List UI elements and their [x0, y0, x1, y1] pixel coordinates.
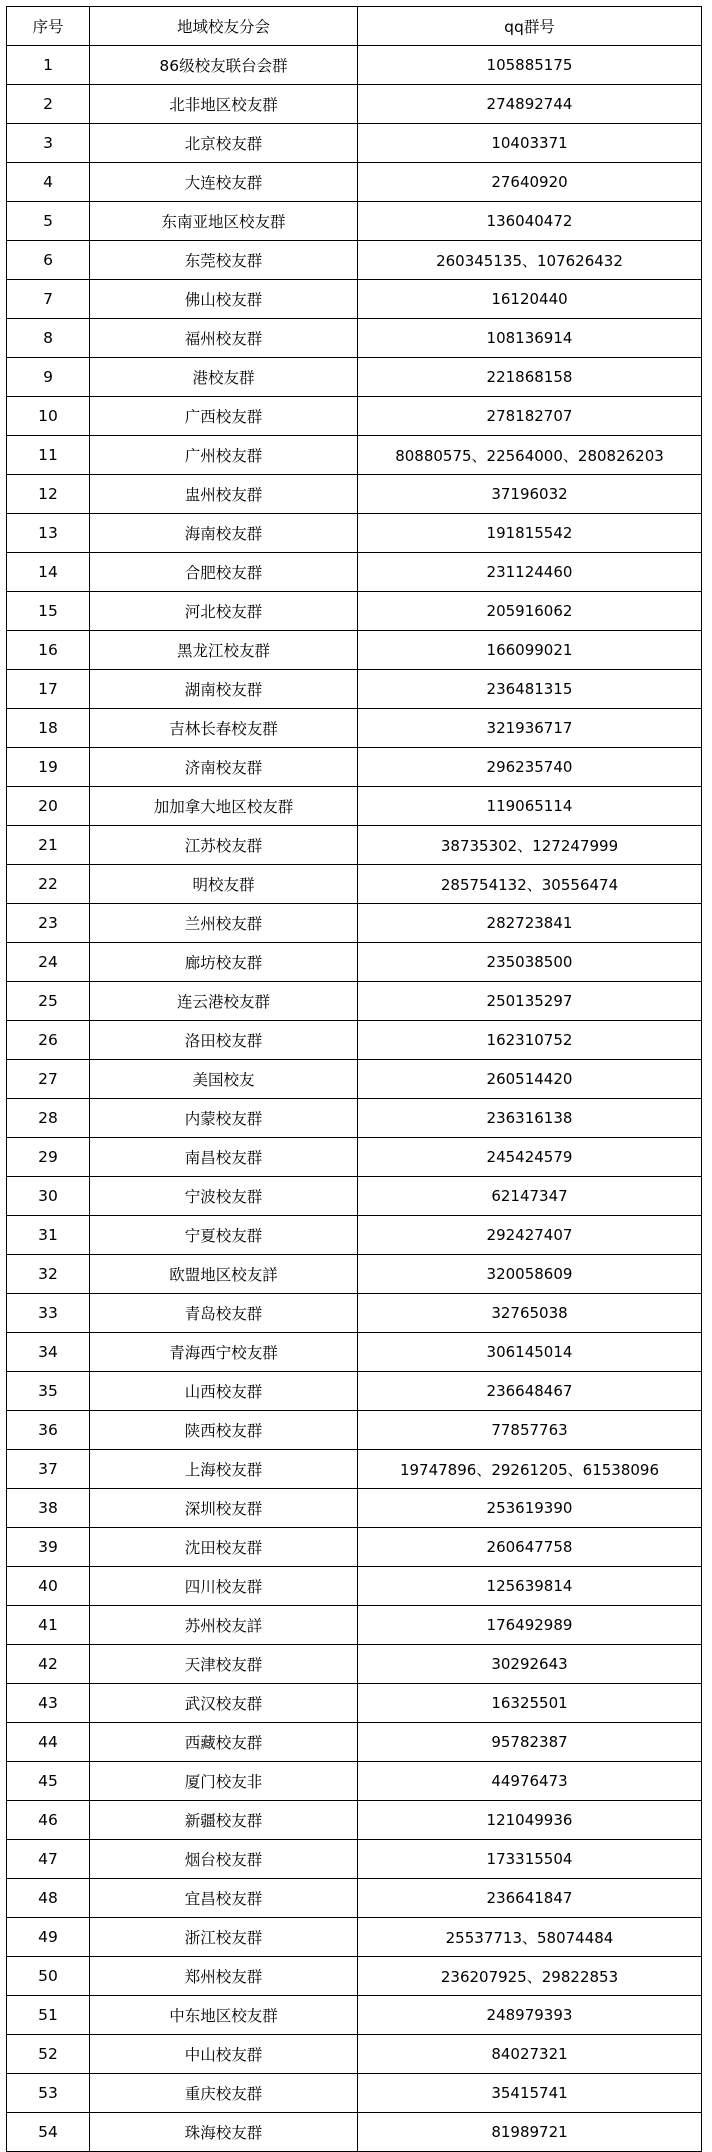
row-qq-cell: 274892744 — [358, 85, 702, 124]
row-index-cell: 15 — [7, 592, 90, 631]
row-index-cell: 34 — [7, 1333, 90, 1372]
row-qq-cell: 19747896、29261205、61538096 — [358, 1450, 702, 1489]
row-qq-cell: 176492989 — [358, 1606, 702, 1645]
table-row — [7, 1099, 702, 1138]
row-region-cell: 山西校友群 — [90, 1372, 358, 1411]
row-index-cell: 45 — [7, 1762, 90, 1801]
row-index-cell: 21 — [7, 826, 90, 865]
row-qq-cell: 162310752 — [358, 1021, 702, 1060]
row-index-cell: 25 — [7, 982, 90, 1021]
table-row — [7, 1216, 702, 1255]
row-qq-cell: 125639814 — [358, 1567, 702, 1606]
row-index-cell: 39 — [7, 1528, 90, 1567]
row-index-cell: 52 — [7, 2035, 90, 2074]
row-region-cell: 四川校友群 — [90, 1567, 358, 1606]
table-row — [7, 2113, 702, 2152]
row-region-cell: 廊坊校友群 — [90, 943, 358, 982]
table-row — [7, 124, 702, 163]
row-region-cell: 宁夏校友群 — [90, 1216, 358, 1255]
row-qq-cell: 306145014 — [358, 1333, 702, 1372]
row-region-cell: 明校友群 — [90, 865, 358, 904]
row-index-cell: 16 — [7, 631, 90, 670]
row-region-cell: 美国校友 — [90, 1060, 358, 1099]
row-qq-cell: 37196032 — [358, 475, 702, 514]
row-index-cell: 13 — [7, 514, 90, 553]
header-qq-number: qq群号 — [358, 7, 702, 46]
table-row — [7, 280, 702, 319]
row-region-cell: 重庆校友群 — [90, 2074, 358, 2113]
table-row — [7, 1879, 702, 1918]
row-qq-cell: 32765038 — [358, 1294, 702, 1333]
table-row — [7, 1294, 702, 1333]
row-region-cell: 盅州校友群 — [90, 475, 358, 514]
row-region-cell: 河北校友群 — [90, 592, 358, 631]
table-header-row — [7, 7, 702, 46]
table-row — [7, 709, 702, 748]
row-region-cell: 中山校友群 — [90, 2035, 358, 2074]
table-row — [7, 1996, 702, 2035]
row-qq-cell: 250135297 — [358, 982, 702, 1021]
row-region-cell: 珠海校友群 — [90, 2113, 358, 2152]
table-row — [7, 319, 702, 358]
table-row — [7, 1177, 702, 1216]
row-qq-cell: 25537713、58074484 — [358, 1918, 702, 1957]
table-row — [7, 1060, 702, 1099]
table-row — [7, 787, 702, 826]
row-index-cell: 14 — [7, 553, 90, 592]
row-index-cell: 8 — [7, 319, 90, 358]
row-qq-cell: 166099021 — [358, 631, 702, 670]
row-qq-cell: 321936717 — [358, 709, 702, 748]
row-index-cell: 19 — [7, 748, 90, 787]
row-index-cell: 47 — [7, 1840, 90, 1879]
row-qq-cell: 173315504 — [358, 1840, 702, 1879]
row-region-cell: 苏州校友詳 — [90, 1606, 358, 1645]
row-region-cell: 烟台校友群 — [90, 1840, 358, 1879]
table-row — [7, 1723, 702, 1762]
row-qq-cell: 260514420 — [358, 1060, 702, 1099]
row-index-cell: 41 — [7, 1606, 90, 1645]
row-index-cell: 10 — [7, 397, 90, 436]
row-qq-cell: 77857763 — [358, 1411, 702, 1450]
table-row — [7, 358, 702, 397]
row-index-cell: 51 — [7, 1996, 90, 2035]
table-row — [7, 865, 702, 904]
row-region-cell: 陕西校友群 — [90, 1411, 358, 1450]
row-qq-cell: 236316138 — [358, 1099, 702, 1138]
row-qq-cell: 44976473 — [358, 1762, 702, 1801]
table-row — [7, 163, 702, 202]
row-qq-cell: 38735302、127247999 — [358, 826, 702, 865]
row-index-cell: 27 — [7, 1060, 90, 1099]
row-qq-cell: 105885175 — [358, 46, 702, 85]
table-row — [7, 1333, 702, 1372]
row-region-cell: 广州校友群 — [90, 436, 358, 475]
row-region-cell: 上海校友群 — [90, 1450, 358, 1489]
row-qq-cell: 292427407 — [358, 1216, 702, 1255]
table-row — [7, 826, 702, 865]
row-index-cell: 35 — [7, 1372, 90, 1411]
row-region-cell: 湖南校友群 — [90, 670, 358, 709]
table-row — [7, 982, 702, 1021]
row-qq-cell: 16325501 — [358, 1684, 702, 1723]
row-region-cell: 86级校友联台会群 — [90, 46, 358, 85]
row-index-cell: 26 — [7, 1021, 90, 1060]
row-region-cell: 新疆校友群 — [90, 1801, 358, 1840]
row-region-cell: 江苏校友群 — [90, 826, 358, 865]
row-index-cell: 1 — [7, 46, 90, 85]
row-region-cell: 连云港校友群 — [90, 982, 358, 1021]
table-row — [7, 1840, 702, 1879]
row-region-cell: 南昌校友群 — [90, 1138, 358, 1177]
row-qq-cell: 121049936 — [358, 1801, 702, 1840]
row-index-cell: 36 — [7, 1411, 90, 1450]
table-row — [7, 631, 702, 670]
row-index-cell: 6 — [7, 241, 90, 280]
row-index-cell: 12 — [7, 475, 90, 514]
row-qq-cell: 235038500 — [358, 943, 702, 982]
row-index-cell: 38 — [7, 1489, 90, 1528]
row-region-cell: 宁波校友群 — [90, 1177, 358, 1216]
row-index-cell: 23 — [7, 904, 90, 943]
row-qq-cell: 236641847 — [358, 1879, 702, 1918]
row-index-cell: 42 — [7, 1645, 90, 1684]
table-row — [7, 1762, 702, 1801]
row-region-cell: 宜昌校友群 — [90, 1879, 358, 1918]
row-qq-cell: 236207925、29822853 — [358, 1957, 702, 1996]
row-qq-cell: 30292643 — [358, 1645, 702, 1684]
row-region-cell: 欧盟地区校友詳 — [90, 1255, 358, 1294]
row-index-cell: 22 — [7, 865, 90, 904]
row-qq-cell: 236481315 — [358, 670, 702, 709]
row-index-cell: 49 — [7, 1918, 90, 1957]
row-qq-cell: 10403371 — [358, 124, 702, 163]
row-index-cell: 2 — [7, 85, 90, 124]
table-row — [7, 1957, 702, 1996]
row-qq-cell: 278182707 — [358, 397, 702, 436]
row-index-cell: 46 — [7, 1801, 90, 1840]
row-qq-cell: 285754132、30556474 — [358, 865, 702, 904]
row-region-cell: 济南校友群 — [90, 748, 358, 787]
table-row — [7, 514, 702, 553]
row-region-cell: 西藏校友群 — [90, 1723, 358, 1762]
row-region-cell: 天津校友群 — [90, 1645, 358, 1684]
row-region-cell: 吉林长春校友群 — [90, 709, 358, 748]
table-row — [7, 436, 702, 475]
table-row — [7, 397, 702, 436]
row-qq-cell: 108136914 — [358, 319, 702, 358]
alumni-qq-group-table — [6, 6, 702, 2152]
table-row — [7, 46, 702, 85]
row-qq-cell: 221868158 — [358, 358, 702, 397]
row-index-cell: 24 — [7, 943, 90, 982]
row-index-cell: 31 — [7, 1216, 90, 1255]
row-region-cell: 东南亚地区校友群 — [90, 202, 358, 241]
row-qq-cell: 205916062 — [358, 592, 702, 631]
row-region-cell: 大连校友群 — [90, 163, 358, 202]
row-index-cell: 40 — [7, 1567, 90, 1606]
row-region-cell: 东莞校友群 — [90, 241, 358, 280]
row-index-cell: 18 — [7, 709, 90, 748]
row-region-cell: 广西校友群 — [90, 397, 358, 436]
row-region-cell: 内蒙校友群 — [90, 1099, 358, 1138]
row-index-cell: 4 — [7, 163, 90, 202]
row-qq-cell: 236648467 — [358, 1372, 702, 1411]
table-row — [7, 1606, 702, 1645]
row-region-cell: 浙江校友群 — [90, 1918, 358, 1957]
table-row — [7, 1138, 702, 1177]
row-index-cell: 50 — [7, 1957, 90, 1996]
row-qq-cell: 248979393 — [358, 1996, 702, 2035]
row-qq-cell: 81989721 — [358, 2113, 702, 2152]
row-index-cell: 37 — [7, 1450, 90, 1489]
row-region-cell: 黑龙江校友群 — [90, 631, 358, 670]
row-qq-cell: 260647758 — [358, 1528, 702, 1567]
row-qq-cell: 231124460 — [358, 553, 702, 592]
row-qq-cell: 296235740 — [358, 748, 702, 787]
table-row — [7, 241, 702, 280]
table-row — [7, 1411, 702, 1450]
table-row — [7, 202, 702, 241]
row-qq-cell: 95782387 — [358, 1723, 702, 1762]
row-index-cell: 20 — [7, 787, 90, 826]
row-qq-cell: 245424579 — [358, 1138, 702, 1177]
row-index-cell: 9 — [7, 358, 90, 397]
table-row — [7, 748, 702, 787]
row-region-cell: 加加拿大地区校友群 — [90, 787, 358, 826]
row-region-cell: 北京校友群 — [90, 124, 358, 163]
row-qq-cell: 260345135、107626432 — [358, 241, 702, 280]
row-region-cell: 兰州校友群 — [90, 904, 358, 943]
row-region-cell: 洛田校友群 — [90, 1021, 358, 1060]
row-index-cell: 7 — [7, 280, 90, 319]
row-region-cell: 深圳校友群 — [90, 1489, 358, 1528]
row-index-cell: 17 — [7, 670, 90, 709]
table-row — [7, 1489, 702, 1528]
table-row — [7, 85, 702, 124]
table-row — [7, 1645, 702, 1684]
header-region: 地域校友分会 — [90, 7, 358, 46]
table-row — [7, 1684, 702, 1723]
table-row — [7, 2074, 702, 2113]
table-row — [7, 475, 702, 514]
row-index-cell: 11 — [7, 436, 90, 475]
row-qq-cell: 119065114 — [358, 787, 702, 826]
table-row — [7, 592, 702, 631]
table-row — [7, 1450, 702, 1489]
table-row — [7, 670, 702, 709]
row-qq-cell: 282723841 — [358, 904, 702, 943]
row-index-cell: 53 — [7, 2074, 90, 2113]
table-row — [7, 1918, 702, 1957]
row-qq-cell: 320058609 — [358, 1255, 702, 1294]
row-index-cell: 32 — [7, 1255, 90, 1294]
table-row — [7, 2035, 702, 2074]
row-region-cell: 福州校友群 — [90, 319, 358, 358]
row-index-cell: 30 — [7, 1177, 90, 1216]
row-region-cell: 厦门校友非 — [90, 1762, 358, 1801]
table-row — [7, 1255, 702, 1294]
row-qq-cell: 62147347 — [358, 1177, 702, 1216]
table-row — [7, 553, 702, 592]
row-qq-cell: 35415741 — [358, 2074, 702, 2113]
table-row — [7, 1021, 702, 1060]
row-qq-cell: 253619390 — [358, 1489, 702, 1528]
row-region-cell: 合肥校友群 — [90, 553, 358, 592]
row-index-cell: 44 — [7, 1723, 90, 1762]
row-index-cell: 3 — [7, 124, 90, 163]
row-index-cell: 48 — [7, 1879, 90, 1918]
row-index-cell: 5 — [7, 202, 90, 241]
row-region-cell: 佛山校友群 — [90, 280, 358, 319]
row-region-cell: 北非地区校友群 — [90, 85, 358, 124]
row-qq-cell: 27640920 — [358, 163, 702, 202]
header-index: 序号 — [7, 7, 90, 46]
row-qq-cell: 80880575、22564000、280826203 — [358, 436, 702, 475]
table-row — [7, 1801, 702, 1840]
row-region-cell: 沈田校友群 — [90, 1528, 358, 1567]
row-region-cell: 武汉校友群 — [90, 1684, 358, 1723]
row-index-cell: 33 — [7, 1294, 90, 1333]
row-region-cell: 郑州校友群 — [90, 1957, 358, 1996]
row-index-cell: 43 — [7, 1684, 90, 1723]
row-region-cell: 港校友群 — [90, 358, 358, 397]
row-index-cell: 29 — [7, 1138, 90, 1177]
row-region-cell: 海南校友群 — [90, 514, 358, 553]
row-qq-cell: 84027321 — [358, 2035, 702, 2074]
table-row — [7, 1372, 702, 1411]
row-region-cell: 中东地区校友群 — [90, 1996, 358, 2035]
row-region-cell: 青海西宁校友群 — [90, 1333, 358, 1372]
row-index-cell: 54 — [7, 2113, 90, 2152]
table-row — [7, 1528, 702, 1567]
row-region-cell: 青岛校友群 — [90, 1294, 358, 1333]
table-row — [7, 1567, 702, 1606]
row-qq-cell: 136040472 — [358, 202, 702, 241]
row-index-cell: 28 — [7, 1099, 90, 1138]
row-qq-cell: 191815542 — [358, 514, 702, 553]
table-row — [7, 943, 702, 982]
table-row — [7, 904, 702, 943]
row-qq-cell: 16120440 — [358, 280, 702, 319]
